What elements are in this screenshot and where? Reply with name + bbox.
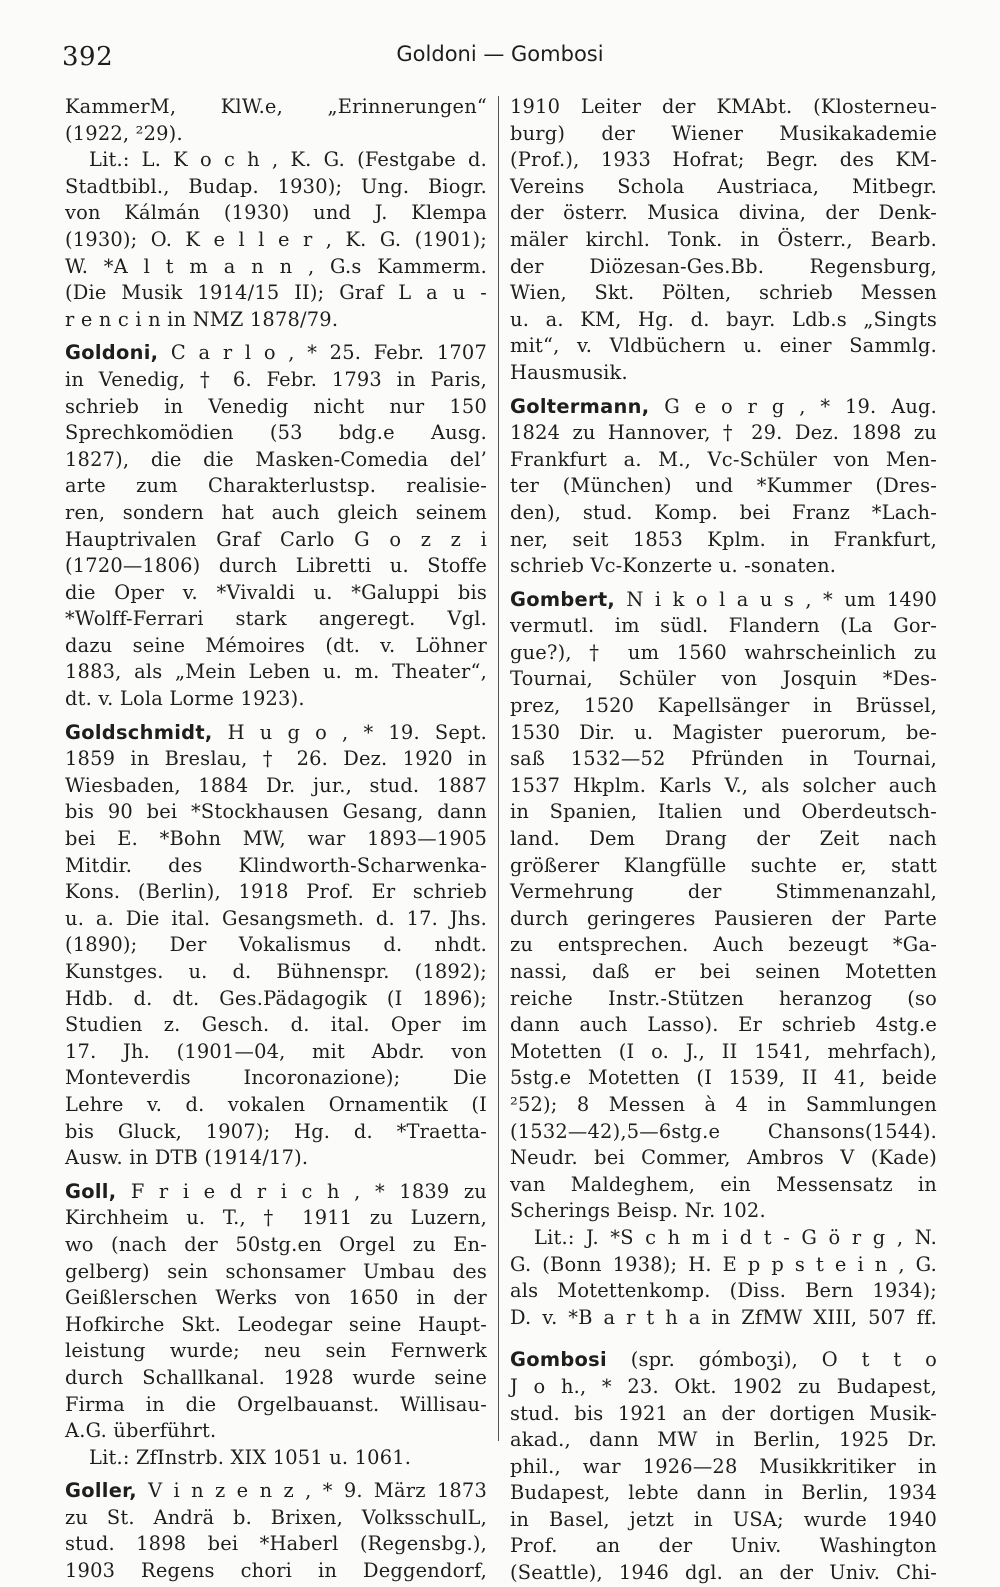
- text-line: Budapest, lebte dann in Berlin, 1934: [510, 1481, 937, 1505]
- text-line: Hauptrivalen Graf Carlo G o z z i: [65, 527, 487, 551]
- text-line: Hofkirche Skt. Leodegar seine Haupt-: [65, 1312, 487, 1336]
- text-line: (1720—1806) durch Libretti u. Stoffe: [65, 554, 487, 578]
- text-line: phil., war 1926—28 Musikkritiker in: [510, 1454, 937, 1478]
- text-line: mäler kirchl. Tonk. in Österr., Bearb.: [510, 227, 937, 251]
- headword: Goltermann,: [510, 394, 650, 418]
- text-line: Vermehrung der Stimmenanzahl,: [510, 880, 937, 904]
- text-line: Ausw. in DTB (1914/17).: [65, 1146, 309, 1170]
- text-line: dazu seine Mémoires (dt. v. Löhner: [65, 633, 487, 657]
- text-line: Scherings Beisp. Nr. 102.: [510, 1199, 766, 1223]
- entry-goll: [65, 1179, 487, 1472]
- text-line: 1827), die die Masken-Comedia del’: [65, 447, 487, 471]
- text-line: ren, sondern hat auch gleich seinem: [65, 500, 487, 524]
- text-line: Stadtbibl., Budap. 1930); Ung. Biogr.: [65, 174, 487, 198]
- text-line: die Oper v. *Vivaldi u. *Galuppi bis: [65, 580, 487, 604]
- text-line: der österr. Musica divina, der Denk-: [510, 201, 937, 225]
- text-line: 17. Jh. (1901—04, mit Abdr. von: [65, 1039, 487, 1063]
- text-line: ²52); 8 Messen à 4 in Sammlungen: [510, 1092, 937, 1116]
- text-line: in Venedig, † 6. Febr. 1793 in Paris,: [65, 367, 487, 391]
- text-line: dann auch Lasso). Er schrieb 4stg.e: [510, 1013, 937, 1037]
- text-line: stud. bis 1921 an der dortigen Musik-: [510, 1401, 937, 1425]
- text-line: Studien z. Gesch. d. ital. Oper im: [65, 1013, 487, 1037]
- text-line: größerer Klangfülle suchte er, statt: [510, 853, 937, 877]
- text-line: (spr. gómboʒi), O t t o: [630, 1348, 937, 1372]
- text-line: bis 90 bei *Stockhausen Gesang, dann: [65, 800, 487, 824]
- text-line: arte zum Charakterlustsp. realisie-: [65, 474, 487, 498]
- text-line: zu entsprechen. Auch bezeugt *Ga-: [510, 933, 937, 957]
- entry-continuation: [510, 94, 937, 387]
- text-line: KammerM, KlW.e, „Erinnerungen“: [65, 95, 487, 118]
- text-line: H u g o , * 19. Sept.: [227, 720, 487, 744]
- text-line: 1859 in Breslau, † 26. Dez. 1920 in: [65, 747, 487, 771]
- headword: Goldoni,: [65, 341, 159, 365]
- text-line: G. (Bonn 1938); H. E p p s t e i n , G.: [510, 1252, 937, 1276]
- entry-first-line: [65, 720, 487, 747]
- text-line: schrieb Vc-Konzerte u. -sonaten.: [510, 554, 837, 578]
- text-line: nassi, daß er bei seinen Motetten: [510, 960, 937, 983]
- entry-gombert: [510, 587, 937, 1332]
- text-line: in Basel, jetzt in USA; wurde 1940: [510, 1507, 937, 1531]
- text-line: dt. v. Lola Lorme 1923).: [65, 687, 305, 711]
- text-line: (1532—42),5—6stg.e Chansons(1544).: [510, 1119, 937, 1143]
- text-line: von Kálmán (1930) und J. Klempa: [65, 201, 487, 225]
- text-line: schrieb in Venedig nicht nur 150: [65, 394, 487, 418]
- entry-first-line: [510, 587, 937, 614]
- text-line: 1824 zu Hannover, † 29. Dez. 1898 zu: [510, 421, 937, 445]
- text-line: gue?), † um 1560 wahrscheinlich zu: [510, 640, 937, 664]
- page-header: [62, 38, 938, 78]
- text-line: V i n z e n z , * 9. März 1873: [148, 1479, 488, 1503]
- text-line: gelberg) sein schonsamer Umbau des: [65, 1259, 487, 1283]
- text-line: J o h., * 23. Okt. 1902 zu Budapest,: [510, 1374, 937, 1398]
- text-line: Tournai, Schüler von Josquin *Des-: [510, 667, 937, 691]
- entry-goldschmidt: [65, 720, 487, 1172]
- text-line: Hdb. d. dt. Ges.Pädagogik (I 1896);: [65, 986, 487, 1010]
- text-line: durch geringeres Pausieren der Parte: [510, 906, 937, 930]
- text-line: (Seattle), 1946 dgl. an der Univ. Chi-: [510, 1561, 937, 1585]
- text-line: (Prof.), 1933 Hofrat; Begr. des KM-: [510, 148, 937, 172]
- text-line: Mitdir. des Klindworth-Scharwenka-: [65, 853, 487, 877]
- running-head: Goldoni — Gombosi: [396, 42, 604, 66]
- text-line: D. v. *B a r t h a in ZfMW XIII, 507 ff.: [510, 1305, 937, 1329]
- text-line: Lit.: ZfInstrb. XIX 1051 u. 1061.: [89, 1445, 412, 1469]
- text-line: C a r l o , * 25. Febr. 1707: [170, 341, 487, 365]
- text-line: stud. 1898 bei *Haberl (Regensbg.),: [65, 1532, 487, 1556]
- text-line: Lit.: J. *S c h m i d t - G ö r g , N.: [534, 1225, 937, 1249]
- text-line: burg) der Wiener Musikakademie: [510, 121, 937, 145]
- text-line: r e n c i n in NMZ 1878/79.: [65, 307, 339, 331]
- text-line: Kunstges. u. d. Bühnenspr. (1892);: [65, 960, 487, 983]
- text-line: in Spanien, Italien und Oberdeutsch-: [510, 800, 937, 824]
- text-line: 5stg.e Motetten (I 1539, II 41, beide: [510, 1066, 937, 1090]
- text-line: den), stud. Komp. bei Franz *Lach-: [510, 500, 937, 524]
- text-line: ner, seit 1853 Kplm. in Frankfurt,: [510, 527, 937, 551]
- text-line: akad., dann MW in Berlin, 1925 Dr.: [510, 1428, 937, 1452]
- text-line: 1910 Leiter der KMAbt. (Klosterneu-: [510, 95, 937, 118]
- text-line: Vereins Schola Austriaca, Mitbegr.: [510, 174, 937, 198]
- text-line: (Die Musik 1914/15 II); Graf L a u -: [65, 281, 487, 305]
- entry-goller: [65, 1478, 487, 1584]
- text-line: Prof. an der Univ. Washington: [510, 1534, 937, 1558]
- text-line: Sprechkomödien (53 bdg.e Ausg.: [65, 421, 487, 445]
- text-line: reiche Instr.-Stützen heranzog (so: [510, 986, 937, 1010]
- text-line: 1883, als „Mein Leben u. m. Theater“,: [65, 660, 487, 684]
- text-line: bei E. *Bohn MW, war 1893—1905: [65, 827, 487, 851]
- text-line: 1530 Dir. u. Magister puerorum, be-: [510, 720, 937, 744]
- text-line: N i k o l a u s , * um 1490: [626, 587, 937, 611]
- entry-gombosi: [510, 1347, 937, 1586]
- text-line: vermutl. im südl. Flandern (La Gor-: [510, 614, 937, 638]
- text-line: leistung wurde; neu sein Fernwerk: [65, 1339, 487, 1363]
- text-line: saß 1532—52 Pfründen in Tournai,: [510, 747, 937, 771]
- entry-first-line: [510, 394, 937, 421]
- text-line: *Wolff-Ferrari stark angeregt. Vgl.: [65, 607, 487, 631]
- text-line: van Maldeghem, ein Messensatz in: [510, 1172, 937, 1196]
- text-line: wo (nach der 50stg.en Orgel zu En-: [65, 1232, 487, 1256]
- text-line: 1903 Regens chori in Deggendorf,: [65, 1559, 487, 1583]
- text-line: Geißlerschen Werks von 1650 in der: [65, 1286, 487, 1310]
- text-line: Monteverdis Incoronazione); Die: [65, 1066, 487, 1090]
- text-line: ter (München) und *Kummer (Dres-: [510, 474, 937, 498]
- text-line: 1537 Hkplm. Karls V., als solcher auch: [510, 773, 937, 797]
- text-line: mit“, v. Vldbüchern u. einer Sammlg.: [510, 334, 937, 358]
- text-line: bis Gluck, 1907); Hg. d. *Traetta-: [65, 1119, 487, 1143]
- entry-goltermann: [510, 394, 937, 580]
- text-line: (1890); Der Vokalismus d. nhdt.: [65, 933, 487, 957]
- text-line: G e o r g , * 19. Aug.: [664, 394, 937, 418]
- text-line: Kons. (Berlin), 1918 Prof. Er schrieb: [65, 880, 487, 904]
- entry-goldoni: [65, 340, 487, 712]
- page-number: 392: [62, 42, 114, 72]
- text-line: Firma in die Orgelbauanst. Willisau-: [65, 1392, 487, 1416]
- text-line: durch Schallkanal. 1928 wurde seine: [65, 1365, 487, 1389]
- text-line: Motetten (I o. J., II 1541, mehrfach),: [510, 1039, 937, 1063]
- text-line: u. a. KM, Hg. d. bayr. Ldb.s „Singts: [510, 307, 937, 331]
- text-line: zu St. Andrä b. Brixen, VolksschulL,: [65, 1505, 487, 1529]
- text-line: A.G. überführt.: [65, 1419, 217, 1443]
- text-line: Wien, Skt. Pölten, schrieb Messen: [510, 281, 937, 305]
- text-line: Lehre v. d. vokalen Ornamentik (I: [65, 1092, 487, 1116]
- text-line: Lit.: L. K o c h , K. G. (Festgabe d.: [89, 148, 487, 172]
- text-line: F r i e d r i c h , * 1839 zu: [130, 1179, 487, 1203]
- text-line: land. Dem Drang der Zeit nach: [510, 827, 937, 851]
- headword: Goll,: [65, 1179, 117, 1203]
- text-line: Hausmusik.: [510, 360, 628, 384]
- text-line: als Motettenkomp. (Diss. Bern 1934);: [510, 1279, 937, 1303]
- headword: Gombert,: [510, 587, 616, 611]
- entry-first-line: [65, 1478, 487, 1505]
- headword: Goldschmidt,: [65, 720, 213, 744]
- entry-first-line: [510, 1347, 937, 1374]
- headword: Goller,: [65, 1479, 137, 1503]
- text-line: Frankfurt a. M., Vc-Schüler von Men-: [510, 447, 937, 471]
- text-line: u. a. Die ital. Gesangsmeth. d. 17. Jhs.: [65, 906, 487, 930]
- text-line: (1922, ²29).: [65, 121, 183, 145]
- right-column: [510, 94, 937, 1587]
- entry-continuation: [65, 94, 487, 333]
- text-line: prez, 1520 Kapellsänger in Brüssel,: [510, 694, 937, 718]
- text-line: W. *A l t m a n n , G.s Kammerm.: [65, 254, 487, 278]
- left-column: [65, 94, 487, 1585]
- text-line: (1930); O. K e l l e r , K. G. (1901);: [65, 227, 487, 251]
- text-line: Wiesbaden, 1884 Dr. jur., stud. 1887: [65, 773, 487, 797]
- text-line: Kirchheim u. T., † 1911 zu Luzern,: [65, 1206, 487, 1230]
- entry-first-line: [65, 1179, 487, 1206]
- entry-first-line: [65, 340, 487, 367]
- column-divider: [498, 96, 499, 1441]
- text-line: Neudr. bei Commer, Ambros V (Kade): [510, 1146, 937, 1170]
- headword: Gombosi: [510, 1348, 607, 1372]
- text-line: der Diözesan-Ges.Bb. Regensburg,: [510, 254, 937, 278]
